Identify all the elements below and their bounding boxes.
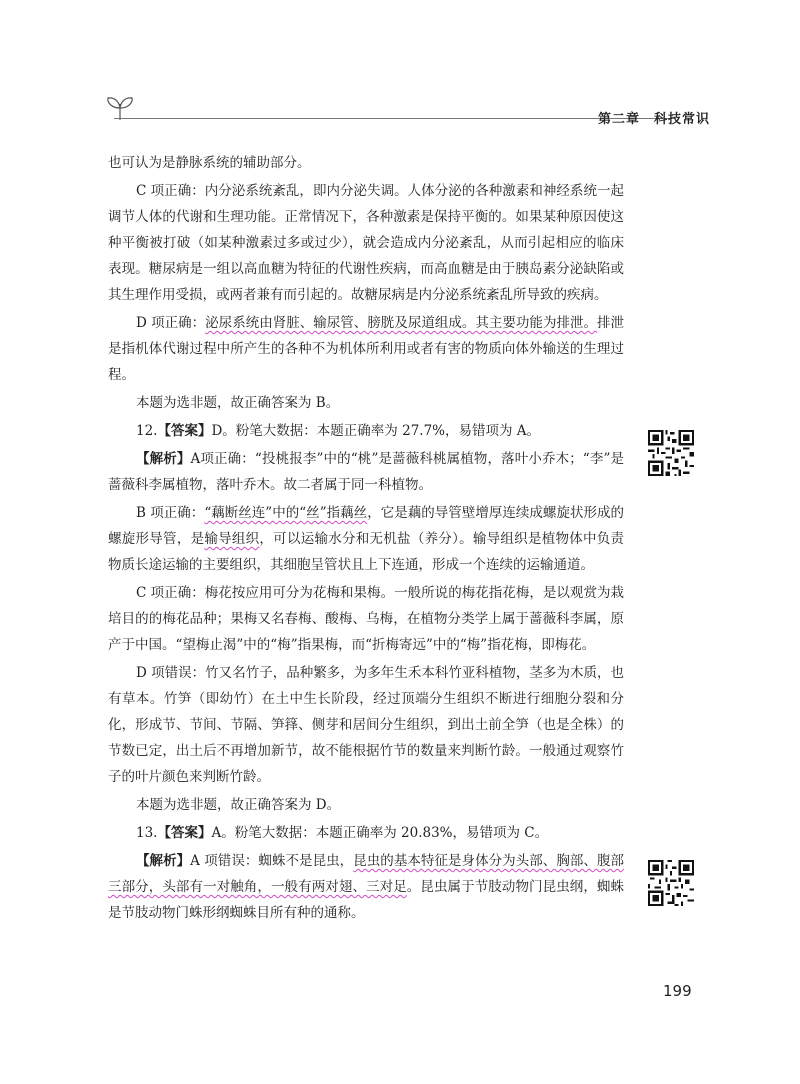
question-12-answer: 12.【答案】D。粉笔大数据：本题正确率为 27.7%，易错项为 A。 xyxy=(136,423,541,439)
question-number: 12. xyxy=(136,423,158,439)
paragraph-option-b: B 项正确：“藕断丝连”中的“丝”指藕丝，它是藕的导管壁增厚连续成螺旋状形成的螺旋形导管，是输导组织，可以运输水分和无机盐（养分）。输导组织是植物体中负责物质长途运输的主要组织，其细胞呈管状且上下连通，形成一个连续的运输通道。 xyxy=(108,505,625,573)
answer-line: 本题为选非题，故正确答案为 D。 xyxy=(136,797,341,813)
paragraph: 也可认为是静脉系统的辅助部分。 xyxy=(108,155,311,171)
question-number: 13. xyxy=(136,825,158,841)
qr-code-icon[interactable] xyxy=(648,430,694,476)
qr-code-icon[interactable] xyxy=(648,860,694,906)
chapter-title: 科技常识 xyxy=(653,112,710,127)
answer-label: 【答案】 xyxy=(157,423,212,439)
chapter-heading xyxy=(584,108,710,127)
answer-label: 【答案】 xyxy=(157,825,212,841)
page-content xyxy=(108,150,624,928)
chapter-number: 第二章 xyxy=(597,112,640,127)
paragraph-option-c: C 项正确：内分泌系统紊乱，即内分泌失调。人体分泌的各种激素和神经系统一起调节人体的代谢和生理功能。正常情况下，各种激素是保持平衡的。如果某种原因使这种平衡被打破（如某种激素过多或过少），就会造成内分泌紊乱，从而引起相应的临床表现。糖尿病是一组以高血糖为特征的代谢性疾病，而高血糖是由于胰岛素分泌缺陷或其生理作用受损，或两者兼有而引起的。故糖尿病是内分泌系统紊乱所导致的疾病。 xyxy=(108,183,624,303)
question-13-answer: 13.【答案】A。粉笔大数据：本题正确率为 20.83%，易错项为 C。 xyxy=(136,825,549,841)
answer-line: 本题为选非题，故正确答案为 B。 xyxy=(136,395,340,411)
page-number: 199 xyxy=(663,982,692,1000)
paragraph-option-d: D 项正确：泌尿系统由肾脏、输尿管、膀胱及尿道组成。其主要功能为排泄。排泄是指机体代谢过程中所产生的各种不为机体所利用或者有害的物质向体外输送的生理过程。 xyxy=(108,315,624,383)
running-header xyxy=(100,94,710,134)
highlight-underline: “藕断丝连”中的“丝”指藕丝 xyxy=(204,505,368,521)
highlight-underline: 昆虫的基本特征是身体分为头部、胸部、腹部三部分，头部有一对触角，一般有两对翅、三对足 xyxy=(108,853,625,895)
paragraph-option-c-2: C 项正确：梅花按应用可分为花梅和果梅。一般所说的梅花指花梅，是以观赏为栽培目的的梅花品种；果梅又名春梅、酸梅、乌梅，在植物分类学上属于蔷薇科李属，原产于中国。“望梅止渴”中的“梅”指果梅，而“折梅寄远”中的“梅”指花梅，即梅花。 xyxy=(108,585,624,653)
highlight-underline: 输导组织 xyxy=(204,531,260,547)
analysis-label: 【解析】 xyxy=(136,853,191,869)
highlight-underline: 泌尿系统由肾脏、输尿管、膀胱及尿道组成。其主要功能为排泄。 xyxy=(205,315,597,331)
question-13-analysis: 【解析】A 项错误：蜘蛛不是昆虫，昆虫的基本特征是身体分为头部、胸部、腹部三部分，头部有一对触角，一般有两对翅、三对足。昆虫属于节肢动物门昆虫纲，蜘蛛是节肢动物门蛛形纲蜘蛛目所有种的通称。 xyxy=(108,853,625,921)
paragraph-option-d-2: D 项错误：竹又名竹子，品种繁多，为多年生禾本科竹亚科植物，茎多为木质，也有草本。竹笋（即幼竹）在土中生长阶段，经过顶端分生组织不断进行细胞分裂和分化，形成节、节间、节隔、笋箨、侧芽和居间分生组织，到出土前全笋（也是全株）的节数已定，出土后不再增加新节，故不能根据竹节的数量来判断竹龄。一般通过观察竹子的叶片颜色来判断竹龄。 xyxy=(108,665,624,785)
analysis-label: 【解析】 xyxy=(136,451,191,467)
question-12-analysis: 【解析】A项正确：“投桃报李”中的“桃”是蔷薇科桃属植物，落叶小乔木；“李”是蔷薇科李属植物，落叶乔木。故二者属于同一科植物。 xyxy=(108,451,624,493)
